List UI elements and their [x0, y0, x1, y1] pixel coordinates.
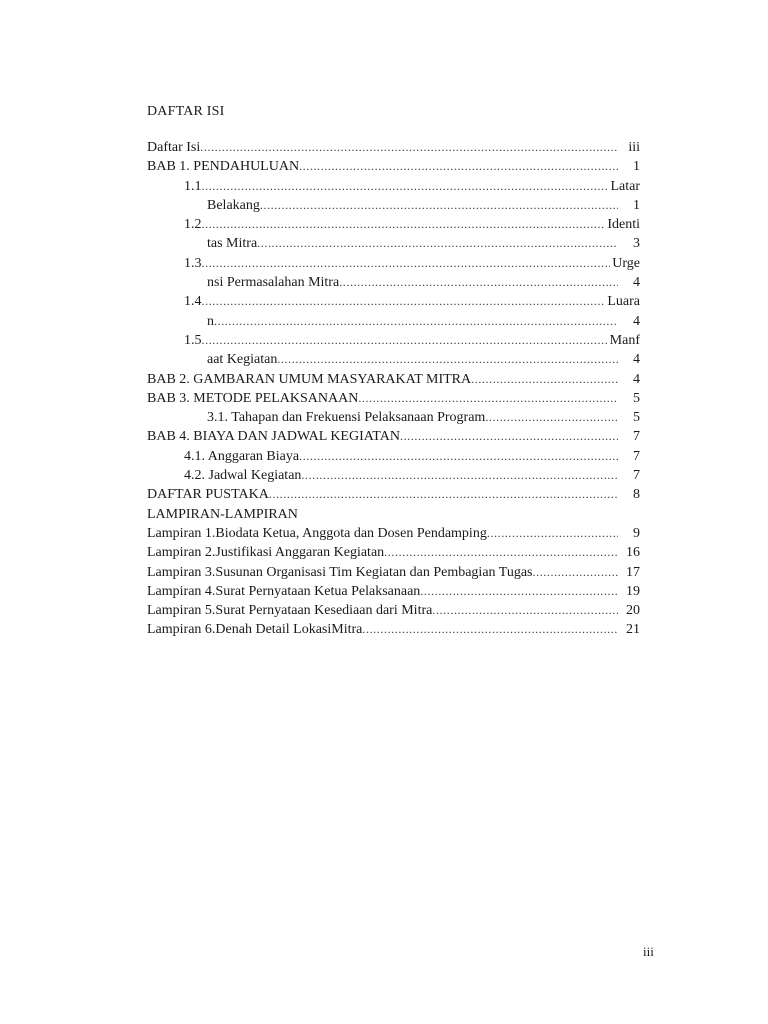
- table-of-contents: [147, 138, 640, 640]
- toc-entry-continuation[interactable]: [147, 350, 640, 369]
- leader-dots: [202, 215, 606, 234]
- toc-entry[interactable]: [147, 601, 640, 620]
- leader-dots: [533, 563, 619, 582]
- leader-dots: [301, 466, 618, 485]
- toc-entry-text: 4.2. Jadwal Kegiatan: [184, 468, 302, 484]
- toc-entry-text: Daftar Isi: [147, 140, 201, 155]
- toc-entry-page: 1: [633, 197, 640, 213]
- toc-entry[interactable]: [147, 157, 640, 176]
- toc-entry[interactable]: [147, 138, 640, 157]
- toc-entry-text: BAB 1. PENDAHULUAN: [147, 159, 300, 175]
- leader-dots: [214, 312, 618, 331]
- leader-dots: [339, 273, 618, 292]
- leader-dots: [485, 408, 618, 427]
- leader-dots: [277, 350, 618, 369]
- toc-entry-text: 1.1: [184, 178, 202, 194]
- leader-dots: [202, 254, 611, 273]
- toc-entry[interactable]: [147, 331, 640, 350]
- toc-entry-page: 8: [633, 487, 640, 503]
- toc-entry-page: Manf: [609, 332, 640, 348]
- toc-entry-page: 5: [633, 410, 640, 426]
- toc-entry-text: n: [207, 313, 214, 329]
- leader-dots: [358, 389, 618, 408]
- toc-entry-page: 1: [633, 159, 640, 175]
- leader-dots: [487, 524, 618, 543]
- leader-dots: [202, 331, 608, 350]
- toc-entry-page: 7: [633, 468, 640, 484]
- leader-dots: [362, 620, 618, 639]
- toc-entry-continuation[interactable]: [147, 273, 640, 292]
- toc-entry[interactable]: [147, 447, 640, 466]
- leader-dots: [257, 234, 618, 253]
- toc-entry-page: iii: [628, 140, 640, 155]
- toc-entry-page: 4: [633, 313, 640, 329]
- toc-entry-page: Identi: [607, 217, 640, 233]
- leader-dots: [202, 177, 609, 196]
- toc-entry-text: 1.3: [184, 255, 202, 271]
- leader-dots: [299, 447, 618, 466]
- toc-entry[interactable]: [147, 620, 640, 639]
- toc-entry[interactable]: [147, 370, 640, 389]
- toc-entry-page: Urge: [612, 255, 640, 271]
- toc-entry[interactable]: [147, 254, 640, 273]
- leader-dots: [202, 292, 606, 311]
- toc-entry-continuation[interactable]: [147, 312, 640, 331]
- toc-entry-text: nsi Permasalahan Mitra: [207, 275, 340, 291]
- leader-dots: [400, 427, 618, 446]
- leader-dots: [299, 157, 618, 176]
- toc-entry-text: 1.2: [184, 217, 202, 233]
- toc-entry-page: 4: [633, 275, 640, 291]
- toc-entry[interactable]: [147, 563, 640, 582]
- toc-entry-text: Lampiran 2.Justifikasi Anggaran Kegiatan: [147, 545, 385, 561]
- toc-entry[interactable]: [147, 427, 640, 446]
- toc-entry-page: 3: [633, 236, 640, 252]
- toc-entry-text: Lampiran 6.Denah Detail LokasiMitra: [147, 622, 363, 638]
- toc-entry-text: 3.1. Tahapan dan Frekuensi Pelaksanaan Program: [207, 410, 486, 426]
- toc-entry-text: LAMPIRAN-LAMPIRAN: [147, 506, 298, 522]
- toc-entry-page: 21: [626, 622, 640, 638]
- toc-entry-text: BAB 4. BIAYA DAN JADWAL KEGIATAN: [147, 429, 400, 445]
- toc-entry[interactable]: [147, 485, 640, 504]
- toc-entry-text: BAB 2. GAMBARAN UMUM MASYARAKAT MITRA: [147, 371, 472, 387]
- toc-entry-text: 4.1. Anggaran Biaya: [184, 448, 300, 464]
- toc-entry-page: 19: [626, 583, 640, 599]
- toc-entry-text: Lampiran 1.Biodata Ketua, Anggota dan Dosen Pendamping: [147, 525, 487, 541]
- toc-entry[interactable]: [147, 408, 640, 427]
- toc-entry-page: 9: [633, 525, 640, 541]
- toc-entry[interactable]: [147, 292, 640, 311]
- toc-entry[interactable]: [147, 177, 640, 196]
- toc-entry-text: BAB 3. METODE PELAKSANAAN: [147, 390, 359, 406]
- toc-entry-page: 20: [626, 603, 640, 619]
- toc-entry-continuation[interactable]: [147, 196, 640, 215]
- footer-page-number: iii: [643, 944, 654, 959]
- toc-entry-page: 5: [633, 390, 640, 406]
- leader-dots: [471, 370, 618, 389]
- toc-entry-page: 7: [633, 448, 640, 464]
- toc-entry-text: aat Kegiatan: [207, 352, 278, 368]
- toc-entry-text: Lampiran 5.Surat Pernyataan Kesediaan dari Mitra: [147, 603, 433, 619]
- toc-entry-page: Latar: [610, 178, 640, 194]
- toc-entry-text: 1.4: [184, 294, 202, 310]
- toc-entry-text: 1.5: [184, 332, 202, 348]
- toc-entry-text: Lampiran 4.Surat Pernyataan Ketua Pelaksanaan: [147, 583, 421, 599]
- toc-entry-page: 4: [633, 371, 640, 387]
- toc-entry-page: 4: [633, 352, 640, 368]
- toc-entry-page: 16: [626, 545, 640, 561]
- leader-dots: [432, 601, 618, 620]
- toc-entry[interactable]: [147, 389, 640, 408]
- leader-dots: [269, 485, 618, 504]
- leader-dots: [384, 543, 618, 562]
- toc-entry-page: 17: [626, 564, 640, 580]
- toc-entry-text: tas Mitra: [207, 236, 258, 252]
- toc-entry[interactable]: [147, 543, 640, 562]
- toc-section-heading[interactable]: [147, 505, 640, 524]
- toc-entry-text: Belakang: [207, 197, 260, 213]
- toc-entry-page: Luara: [607, 294, 640, 310]
- toc-entry[interactable]: [147, 524, 640, 543]
- leader-dots: [420, 582, 618, 601]
- toc-entry-text: Lampiran 3.Susunan Organisasi Tim Kegiatan dan Pembagian Tugas: [147, 564, 533, 580]
- toc-heading: DAFTAR ISI: [147, 104, 225, 119]
- toc-entry[interactable]: [147, 466, 640, 485]
- toc-entry[interactable]: [147, 582, 640, 601]
- toc-entry-page: 7: [633, 429, 640, 445]
- toc-entry-continuation[interactable]: [147, 234, 640, 253]
- toc-entry[interactable]: [147, 215, 640, 234]
- leader-dots: [200, 138, 618, 157]
- toc-entry-text: DAFTAR PUSTAKA: [147, 487, 269, 503]
- leader-dots: [260, 196, 618, 215]
